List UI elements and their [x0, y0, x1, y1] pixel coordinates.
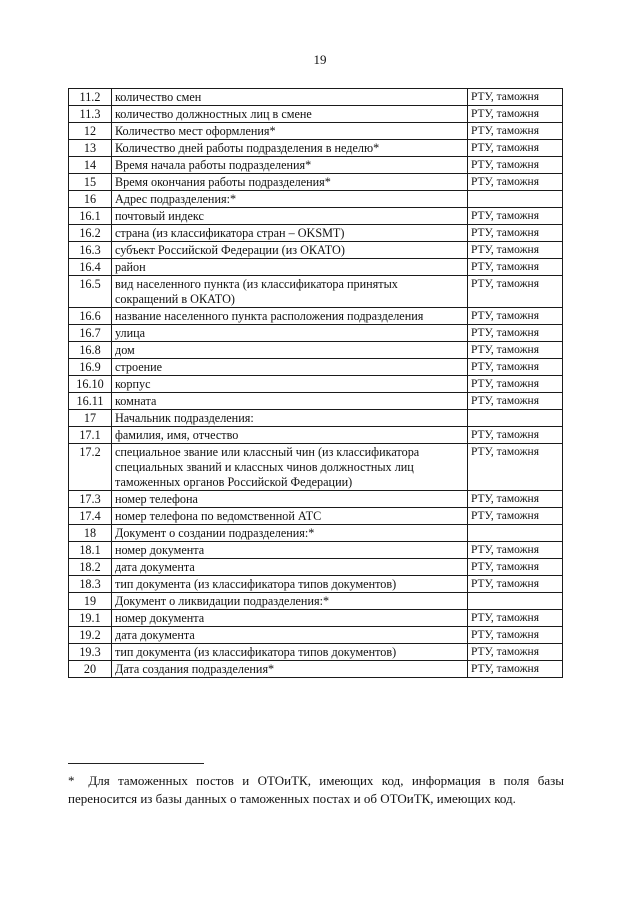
row-number: 18 — [69, 525, 112, 542]
row-source — [468, 191, 563, 208]
row-field-name: фамилия, имя, отчество — [112, 427, 468, 444]
table-row — [69, 106, 563, 123]
row-source: РТУ, таможня — [468, 342, 563, 359]
row-source: РТУ, таможня — [468, 308, 563, 325]
table-row — [69, 661, 563, 678]
table-row — [69, 559, 563, 576]
row-source: РТУ, таможня — [468, 259, 563, 276]
row-number: 16.3 — [69, 242, 112, 259]
row-source: РТУ, таможня — [468, 89, 563, 106]
row-number: 17.1 — [69, 427, 112, 444]
row-field-name: корпус — [112, 376, 468, 393]
table-row — [69, 508, 563, 525]
table-row — [69, 427, 563, 444]
row-source: РТУ, таможня — [468, 610, 563, 627]
row-number: 17.2 — [69, 444, 112, 491]
footnote-marker: * — [68, 773, 75, 788]
row-number: 16.6 — [69, 308, 112, 325]
row-source: РТУ, таможня — [468, 359, 563, 376]
table-row — [69, 342, 563, 359]
row-number: 18.3 — [69, 576, 112, 593]
footnote-divider — [68, 763, 204, 764]
table-row — [69, 610, 563, 627]
table-row — [69, 123, 563, 140]
row-source: РТУ, таможня — [468, 427, 563, 444]
row-field-name: Начальник подразделения: — [112, 410, 468, 427]
table-row — [69, 208, 563, 225]
table-row — [69, 627, 563, 644]
row-source: РТУ, таможня — [468, 140, 563, 157]
row-source: РТУ, таможня — [468, 376, 563, 393]
row-number: 12 — [69, 123, 112, 140]
row-source — [468, 410, 563, 427]
row-source: РТУ, таможня — [468, 393, 563, 410]
row-number: 19.2 — [69, 627, 112, 644]
row-field-name: количество должностных лиц в смене — [112, 106, 468, 123]
row-field-name: Количество мест оформления* — [112, 123, 468, 140]
row-field-name: номер телефона по ведомственной АТС — [112, 508, 468, 525]
table-row — [69, 393, 563, 410]
row-field-name: дата документа — [112, 559, 468, 576]
row-number: 19.1 — [69, 610, 112, 627]
row-number: 15 — [69, 174, 112, 191]
row-number: 14 — [69, 157, 112, 174]
row-field-name: Адрес подразделения:* — [112, 191, 468, 208]
table-row — [69, 542, 563, 559]
row-number: 16.11 — [69, 393, 112, 410]
row-number: 11.2 — [69, 89, 112, 106]
row-source: РТУ, таможня — [468, 276, 563, 308]
table-row — [69, 89, 563, 106]
row-number: 16.10 — [69, 376, 112, 393]
table-row — [69, 593, 563, 610]
row-number: 16.2 — [69, 225, 112, 242]
row-field-name: количество смен — [112, 89, 468, 106]
row-source: РТУ, таможня — [468, 325, 563, 342]
row-number: 16.4 — [69, 259, 112, 276]
footnote — [68, 772, 564, 808]
row-source: РТУ, таможня — [468, 444, 563, 491]
row-number: 18.1 — [69, 542, 112, 559]
row-field-name: строение — [112, 359, 468, 376]
row-source: РТУ, таможня — [468, 225, 563, 242]
row-number: 17 — [69, 410, 112, 427]
row-field-name: улица — [112, 325, 468, 342]
table-row — [69, 525, 563, 542]
table-row — [69, 491, 563, 508]
row-source: РТУ, таможня — [468, 576, 563, 593]
row-number: 17.3 — [69, 491, 112, 508]
row-source — [468, 525, 563, 542]
row-field-name: название населенного пункта расположения подразделения — [112, 308, 468, 325]
table-row — [69, 140, 563, 157]
row-field-name: тип документа (из классификатора типов документов) — [112, 644, 468, 661]
row-number: 16.9 — [69, 359, 112, 376]
row-number: 17.4 — [69, 508, 112, 525]
table-row — [69, 308, 563, 325]
row-field-name: вид населенного пункта (из классификатора принятых сокращений в ОКАТО) — [112, 276, 468, 308]
row-source: РТУ, таможня — [468, 242, 563, 259]
row-field-name: комната — [112, 393, 468, 410]
row-field-name: номер телефона — [112, 491, 468, 508]
table-row — [69, 444, 563, 491]
table-row — [69, 191, 563, 208]
row-number: 13 — [69, 140, 112, 157]
row-number: 16.8 — [69, 342, 112, 359]
row-number: 20 — [69, 661, 112, 678]
row-field-name: специальное звание или классный чин (из классификатора специальных званий и классных чинов должностных лиц таможенных органов Российской Федерации) — [112, 444, 468, 491]
table-row — [69, 259, 563, 276]
row-number: 16 — [69, 191, 112, 208]
table-row — [69, 225, 563, 242]
row-source — [468, 593, 563, 610]
row-field-name: Время начала работы подразделения* — [112, 157, 468, 174]
row-field-name: район — [112, 259, 468, 276]
row-field-name: дата документа — [112, 627, 468, 644]
row-field-name: дом — [112, 342, 468, 359]
table-row — [69, 410, 563, 427]
row-number: 16.1 — [69, 208, 112, 225]
footnote-text: Для таможенных постов и ОТОиТК, имеющих код, информация в поля базы переносится из базы данных о таможенных постах и об ОТОиТК, имеющих код. — [68, 773, 565, 806]
row-number: 19 — [69, 593, 112, 610]
row-field-name: субъект Российской Федерации (из ОКАТО) — [112, 242, 468, 259]
row-source: РТУ, таможня — [468, 508, 563, 525]
row-number: 19.3 — [69, 644, 112, 661]
table-row — [69, 276, 563, 308]
row-source: РТУ, таможня — [468, 123, 563, 140]
row-number: 11.3 — [69, 106, 112, 123]
table-row — [69, 157, 563, 174]
row-field-name: номер документа — [112, 542, 468, 559]
row-source: РТУ, таможня — [468, 491, 563, 508]
table-row — [69, 376, 563, 393]
table-row — [69, 174, 563, 191]
row-field-name: Количество дней работы подразделения в неделю* — [112, 140, 468, 157]
table-row — [69, 242, 563, 259]
row-source: РТУ, таможня — [468, 627, 563, 644]
row-source: РТУ, таможня — [468, 157, 563, 174]
table-row — [69, 644, 563, 661]
page-number: 19 — [313, 52, 327, 67]
row-number: 16.5 — [69, 276, 112, 308]
row-field-name: страна (из классификатора стран – OKSMT) — [112, 225, 468, 242]
row-field-name: Дата создания подразделения* — [112, 661, 468, 678]
row-source: РТУ, таможня — [468, 661, 563, 678]
row-number: 18.2 — [69, 559, 112, 576]
table-row — [69, 325, 563, 342]
row-source: РТУ, таможня — [468, 559, 563, 576]
row-field-name: почтовый индекс — [112, 208, 468, 225]
row-field-name: Документ о создании подразделения:* — [112, 525, 468, 542]
row-source: РТУ, таможня — [468, 644, 563, 661]
row-field-name: Документ о ликвидации подразделения:* — [112, 593, 468, 610]
row-field-name: номер документа — [112, 610, 468, 627]
row-number: 16.7 — [69, 325, 112, 342]
row-source: РТУ, таможня — [468, 208, 563, 225]
table-row — [69, 359, 563, 376]
fields-table — [68, 88, 563, 678]
table-row — [69, 576, 563, 593]
row-source: РТУ, таможня — [468, 174, 563, 191]
row-source: РТУ, таможня — [468, 106, 563, 123]
row-field-name: Время окончания работы подразделения* — [112, 174, 468, 191]
row-source: РТУ, таможня — [468, 542, 563, 559]
row-field-name: тип документа (из классификатора типов документов) — [112, 576, 468, 593]
